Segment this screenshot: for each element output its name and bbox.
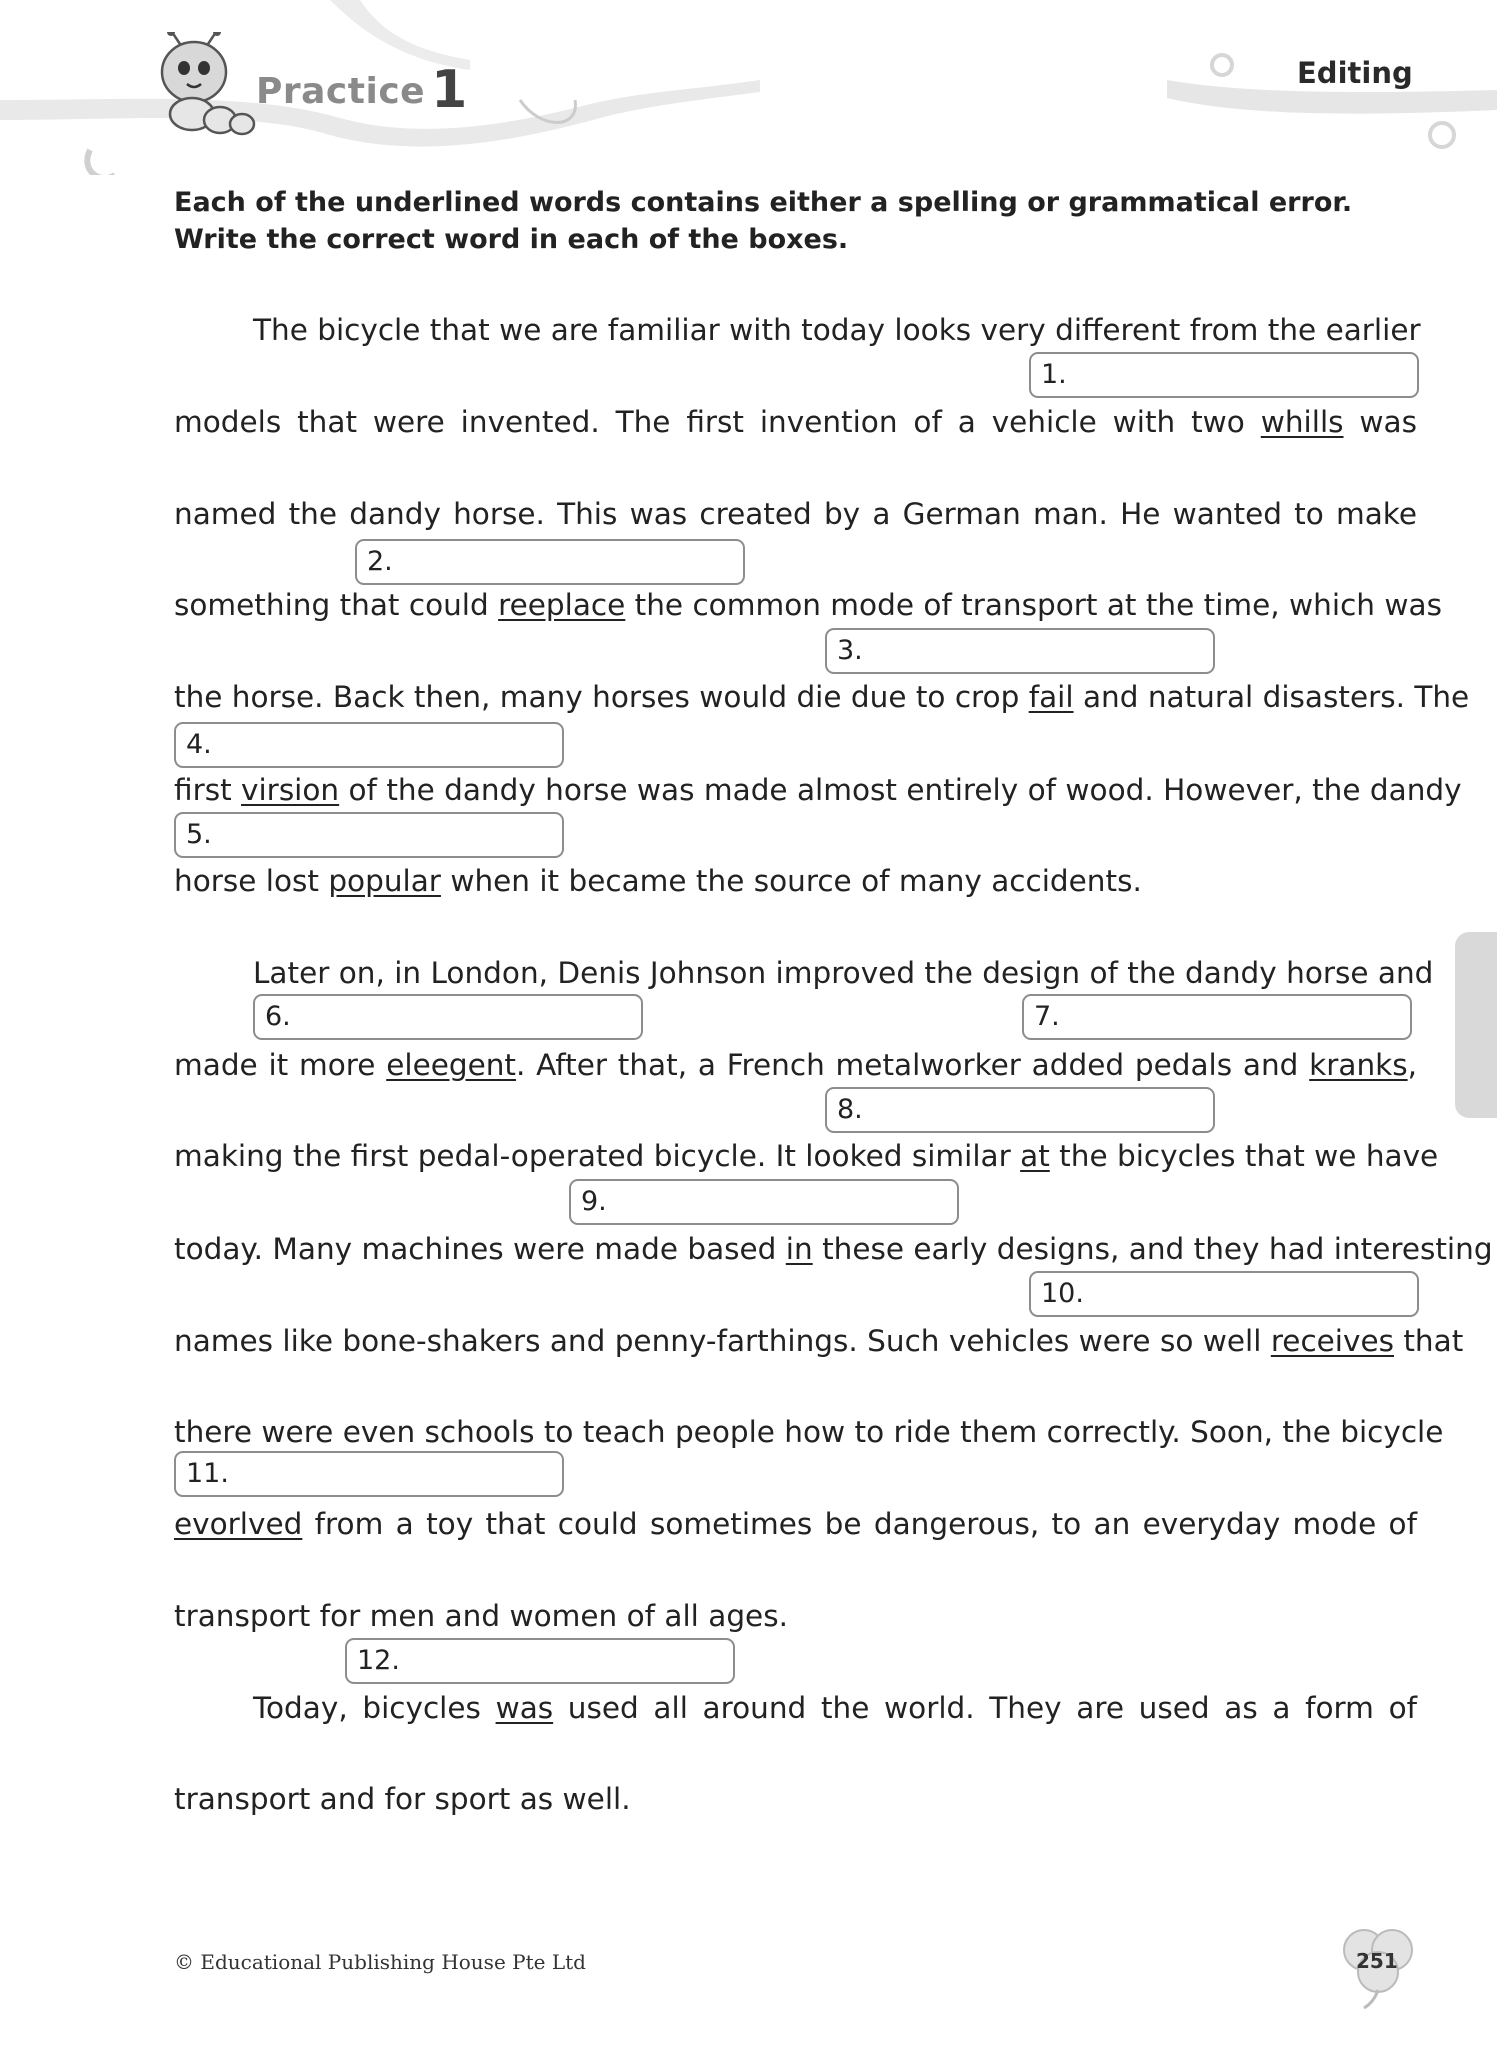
passage-line: models that were invented. The first invention of a vehicle with two whills was (174, 405, 1417, 439)
practice-label: Practice (256, 71, 426, 112)
passage-line: names like bone-shakers and penny-farthings. Such vehicles were so well receives that (174, 1324, 1464, 1358)
underlined-error-word: fail (1028, 680, 1074, 714)
answer-box-2[interactable]: 2. (355, 539, 745, 585)
answer-box-6[interactable]: 6. (253, 994, 643, 1040)
answer-box-10[interactable]: 10. (1029, 1271, 1419, 1317)
passage-line: Today, bicycles was used all around the world. They are used as a form of (253, 1691, 1417, 1725)
side-tab (1455, 932, 1497, 1118)
underlined-error-word: was (495, 1691, 554, 1725)
passage-line: there were even schools to teach people how to ride them correctly. Soon, the bicycle (174, 1415, 1444, 1449)
answer-box-5[interactable]: 5. (174, 812, 564, 858)
answer-box-3[interactable]: 3. (825, 628, 1215, 674)
instruction-line: Write the correct word in each of the boxes. (174, 224, 849, 255)
passage-line: making the first pedal-operated bicycle. It looked similar at the bicycles that we have (174, 1139, 1439, 1173)
branch-decoration-right (1167, 20, 1497, 170)
underlined-error-word: popular (328, 864, 441, 898)
answer-box-1[interactable]: 1. (1029, 352, 1419, 398)
underlined-error-word: in (785, 1232, 813, 1266)
answer-box-4[interactable]: 4. (174, 722, 564, 768)
passage-line: named the dandy horse. This was created by a German man. He wanted to make (174, 497, 1417, 531)
answer-box-9[interactable]: 9. (569, 1179, 959, 1225)
passage-line: transport and for sport as well. (174, 1782, 631, 1816)
underlined-error-word: evorlved (174, 1507, 303, 1541)
practice-title (256, 60, 468, 120)
caterpillar-mascot-icon (152, 32, 257, 140)
page-number: 251 (1356, 1949, 1398, 1973)
underlined-error-word: eleegent (386, 1048, 517, 1082)
instruction-line: Each of the underlined words contains either a spelling or grammatical error. (174, 187, 1353, 218)
passage-line: the horse. Back then, many horses would die due to crop fail and natural disasters. The (174, 680, 1470, 714)
passage-line: evorlved from a toy that could sometimes be dangerous, to an everyday mode of (174, 1507, 1417, 1541)
passage-line: made it more eleegent. After that, a French metalworker added pedals and kranks, (174, 1048, 1418, 1082)
passage-line: today. Many machines were made based in these early designs, and they had interesting (174, 1232, 1493, 1266)
copyright-text: © Educational Publishing House Pte Ltd (174, 1950, 586, 1974)
underlined-error-word: whills (1260, 405, 1344, 439)
passage-line: horse lost popular when it became the source of many accidents. (174, 864, 1142, 898)
answer-box-8[interactable]: 8. (825, 1087, 1215, 1133)
section-label: Editing (1297, 56, 1413, 90)
answer-box-11[interactable]: 11. (174, 1451, 564, 1497)
underlined-error-word: reeplace (498, 588, 626, 622)
instructions (174, 184, 1352, 258)
passage-line: something that could reeplace the common mode of transport at the time, which was (174, 588, 1442, 622)
passage-line: transport for men and women of all ages. (174, 1599, 788, 1633)
underlined-error-word: kranks (1309, 1048, 1408, 1082)
practice-number: 1 (431, 60, 468, 120)
answer-box-7[interactable]: 7. (1022, 994, 1412, 1040)
answer-box-12[interactable]: 12. (345, 1638, 735, 1684)
underlined-error-word: at (1020, 1139, 1050, 1173)
underlined-error-word: virsion (241, 773, 340, 807)
underlined-error-word: receives (1270, 1324, 1394, 1358)
passage-line: first virsion of the dandy horse was made almost entirely of wood. However, the dandy (174, 773, 1462, 807)
passage-line: The bicycle that we are familiar with today looks very different from the earlier (253, 313, 1421, 347)
passage-line: Later on, in London, Denis Johnson improved the design of the dandy horse and (253, 956, 1434, 990)
